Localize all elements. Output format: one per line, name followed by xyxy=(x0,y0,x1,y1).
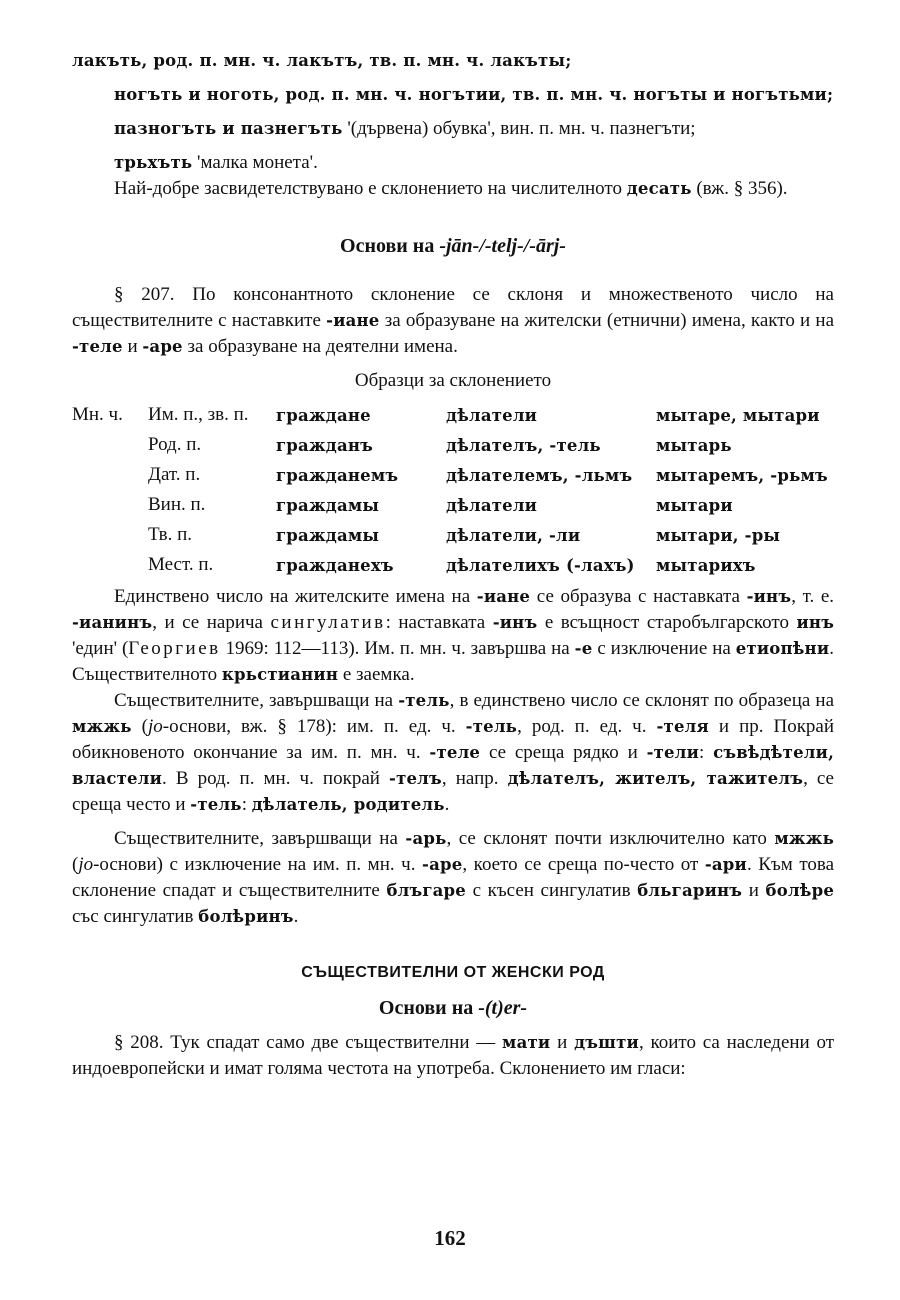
body-text: ( xyxy=(72,854,79,875)
form-mytar: мытарихъ xyxy=(656,555,756,575)
oldbulgarian-form: крьстианин xyxy=(221,665,339,684)
body-text: е всъщност старобългарското xyxy=(544,612,789,633)
body-text: : наставката xyxy=(385,612,486,633)
body-text: с късен сингулатив xyxy=(472,880,631,901)
case-label: Им. п., зв. п. xyxy=(148,404,249,425)
body-text: . xyxy=(293,906,299,927)
intro-line xyxy=(72,82,834,108)
oldbulgarian-form: -иане xyxy=(326,311,380,330)
oldbulgarian-form: -ианинъ xyxy=(72,613,153,632)
body-text: и пр. Покрай обикновеното окончание за им. п. мн. ч. xyxy=(72,716,835,763)
body-text: § 207. По консонантното склонение се склоня и множественото число на съществителните с наставките xyxy=(72,284,834,331)
spaced-term: сингулатив xyxy=(270,612,386,633)
form-delatel: дѣлатели xyxy=(446,495,538,515)
body-text: . Към това склонение спадат и съществителните xyxy=(72,854,835,901)
oldbulgarian-form: -иане xyxy=(476,587,531,606)
heading-stems: -(t)er- xyxy=(478,997,528,1019)
body-text: Най-добре засвидетелствувано е склонението на числителното xyxy=(114,178,622,199)
body-text: -основи) с изключение на им. п. мн. ч. xyxy=(93,854,416,875)
declension-table xyxy=(72,400,842,580)
form-delatel: дѣлатели, -ли xyxy=(446,525,581,545)
body-text: и xyxy=(748,880,759,901)
oldbulgarian-form: болѣринъ xyxy=(198,907,294,926)
form-grazhdane: граждане xyxy=(276,405,371,425)
body-text: е заемка. xyxy=(342,664,415,685)
form-grazhdane: гражданемъ xyxy=(276,465,399,485)
declension-row xyxy=(72,520,842,550)
oldbulgarian-form: мати xyxy=(502,1033,551,1052)
body-text: . Съществителното xyxy=(72,638,835,685)
body-text: (вж. § 356). xyxy=(696,178,788,199)
body-text: : xyxy=(241,794,247,815)
body-text: , което се среща по-често от xyxy=(462,854,699,875)
body-text: с изключение на xyxy=(597,638,731,659)
form-mytar: мытари xyxy=(656,495,733,515)
number-label xyxy=(72,520,148,550)
body-text: и xyxy=(127,336,138,357)
oldbulgarian-form: трьхъть xyxy=(114,153,193,172)
body-text: , т. е. xyxy=(791,586,835,607)
oldbulgarian-form: съвѣдѣтели, властели xyxy=(72,743,835,788)
body-text: , род. п. ед. ч. xyxy=(517,716,647,737)
number-label xyxy=(72,490,148,520)
oldbulgarian-form: десать xyxy=(626,179,692,198)
oldbulgarian-form: -тель xyxy=(398,691,450,710)
gloss-text: 'малка монета'. xyxy=(197,152,318,173)
paragraph-singulative xyxy=(72,584,834,688)
intro-line xyxy=(72,48,834,74)
paragraph-207 xyxy=(72,282,834,360)
oldbulgarian-form: -тели xyxy=(646,743,700,762)
oldbulgarian-form: болѣре xyxy=(765,881,835,900)
section-heading xyxy=(72,232,834,260)
oldbulgarian-form: мжжь xyxy=(774,829,835,848)
oldbulgarian-form: -инъ xyxy=(492,613,538,632)
body-text: за образуване на жителски (етнични) имена, както и на xyxy=(384,310,835,331)
number-label: Мн. ч. xyxy=(72,404,123,425)
paradigm-title: Образци за склонението xyxy=(354,370,552,391)
oldbulgarian-form: -тель xyxy=(465,717,518,736)
oldbulgarian-form: -тель xyxy=(190,795,242,814)
form-mytar: мытаре, мытари xyxy=(656,405,820,425)
form-delatel: дѣлатели xyxy=(446,405,538,425)
oldbulgarian-form: инъ xyxy=(796,613,835,632)
form-delatel: дѣлателемъ, -льмъ xyxy=(446,465,633,485)
intro-line xyxy=(72,150,834,176)
oldbulgarian-form: -аре xyxy=(422,855,463,874)
intro-line xyxy=(72,176,834,202)
body-text: -основи, вж. § 178): им. п. ед. ч. xyxy=(162,716,456,737)
body-text: 'един' ( xyxy=(72,638,129,659)
body-text: : xyxy=(699,742,705,763)
body-text: Съществителните, завършващи на xyxy=(114,828,398,849)
form-mytar: мытаремъ, -рьмъ xyxy=(656,465,828,485)
oldbulgarian-form: -теле xyxy=(429,743,481,762)
oldbulgarian-form: мжжь xyxy=(72,717,132,736)
page-number: 162 xyxy=(434,1226,466,1250)
body-text: , в единствено число се склонят по образеца на xyxy=(449,690,834,711)
number-label xyxy=(72,430,148,460)
body-text: се образува с наставката xyxy=(536,586,740,607)
heading-prefix: Основи на xyxy=(378,997,474,1019)
body-text: § 208. Тук спадат само две съществителни — xyxy=(114,1032,496,1053)
declension-row xyxy=(72,400,842,430)
declension-row xyxy=(72,430,842,460)
declension-row xyxy=(72,550,842,580)
chapter-heading: СЪЩЕСТВИТЕЛНИ ОТ ЖЕНСКИ РОД xyxy=(301,964,605,981)
oldbulgarian-form: -аре xyxy=(142,337,183,356)
body-text: и xyxy=(557,1032,568,1053)
form-grazhdane: граждамы xyxy=(276,495,380,515)
body-text: 1969: 112—113). Им. п. мн. ч. завършва на xyxy=(225,638,570,659)
oldbulgarian-form: -инъ xyxy=(746,587,792,606)
paragraph-208 xyxy=(72,1030,834,1082)
form-delatel: дѣлателъ, -тель xyxy=(446,435,601,455)
oldbulgarian-form: -телъ xyxy=(389,769,442,788)
oldbulgarian-form: -теля xyxy=(656,717,709,736)
author-name: Георгиев xyxy=(128,638,221,659)
oldbulgarian-form: -теле xyxy=(72,337,123,356)
body-text: . В род. п. мн. ч. покрай xyxy=(162,768,380,789)
declension-row xyxy=(72,490,842,520)
body-text: Единствено число на жителските имена на xyxy=(114,586,471,607)
italic-term: jo xyxy=(147,716,163,737)
gloss-text: '(дървена) обувка', вин. п. мн. ч. пазнегъти; xyxy=(347,118,696,139)
italic-term: jo xyxy=(78,854,94,875)
form-grazhdane: гражданехъ xyxy=(276,555,394,575)
heading-prefix: Основи на xyxy=(340,235,435,257)
case-label: Мест. п. xyxy=(148,554,214,575)
body-text: ( xyxy=(141,716,148,737)
page-body xyxy=(72,48,834,1082)
body-text: , които са наследени от индоевропейски и имат голяма честота на употреба. Склонението им гласи: xyxy=(72,1032,835,1079)
case-label: Вин. п. xyxy=(148,494,206,515)
oldbulgarian-form: -арь xyxy=(405,829,447,848)
oldbulgarian-form: дъшти xyxy=(574,1033,639,1052)
number-label xyxy=(72,550,148,580)
oldbulgarian-form: -ари xyxy=(704,855,747,874)
body-text: , се среща често и xyxy=(72,768,834,815)
number-label xyxy=(72,460,148,490)
form-delatel: дѣлателихъ (-лахъ) xyxy=(446,555,635,575)
oldbulgarian-form: -е xyxy=(574,639,593,658)
section-heading xyxy=(72,994,834,1022)
paragraph-tel xyxy=(72,688,834,818)
body-text: Съществителните, завършващи на xyxy=(114,690,394,711)
intro-line xyxy=(72,116,834,142)
oldbulgarian-form: блъгаре xyxy=(386,881,466,900)
heading-stems: -jān-/-telj-/-ārj- xyxy=(439,235,566,257)
case-label: Тв. п. xyxy=(148,524,193,545)
oldbulgarian-form: дѣлатель, родитель xyxy=(251,795,445,814)
body-text: се среща рядко и xyxy=(488,742,638,763)
body-text: , се склонят почти изключително като xyxy=(446,828,767,849)
form-mytar: мытари, -ры xyxy=(656,525,781,545)
oldbulgarian-form: пазногъть и пазнегъть xyxy=(114,119,343,138)
declension-row xyxy=(72,460,842,490)
oldbulgarian-form: етиопѣни xyxy=(735,639,830,658)
body-text: , и се нарича xyxy=(152,612,263,633)
body-text: със сингулатив xyxy=(72,906,194,927)
case-label: Род. п. xyxy=(148,434,202,455)
body-text: . xyxy=(444,794,450,815)
body-text: за образуване на деятелни имена. xyxy=(187,336,458,357)
paragraph-ar xyxy=(72,826,834,930)
form-mytar: мытарь xyxy=(656,435,732,455)
case-label: Дат. п. xyxy=(148,464,201,485)
form-grazhdane: граждамы xyxy=(276,525,380,545)
oldbulgarian-form: ногъть и ноготь, род. п. мн. ч. ногътии, тв. п. мн. ч. ногъты и ногътьми; xyxy=(114,85,834,104)
body-text: , напр. xyxy=(441,768,499,789)
oldbulgarian-form: лакъть, род. п. мн. ч. лакътъ, тв. п. мн. ч. лакъты; xyxy=(72,51,572,70)
oldbulgarian-form: бльгаринъ xyxy=(637,881,743,900)
oldbulgarian-form: дѣлателъ, жителъ, тажителъ xyxy=(507,769,804,788)
form-grazhdane: гражданъ xyxy=(276,435,374,455)
